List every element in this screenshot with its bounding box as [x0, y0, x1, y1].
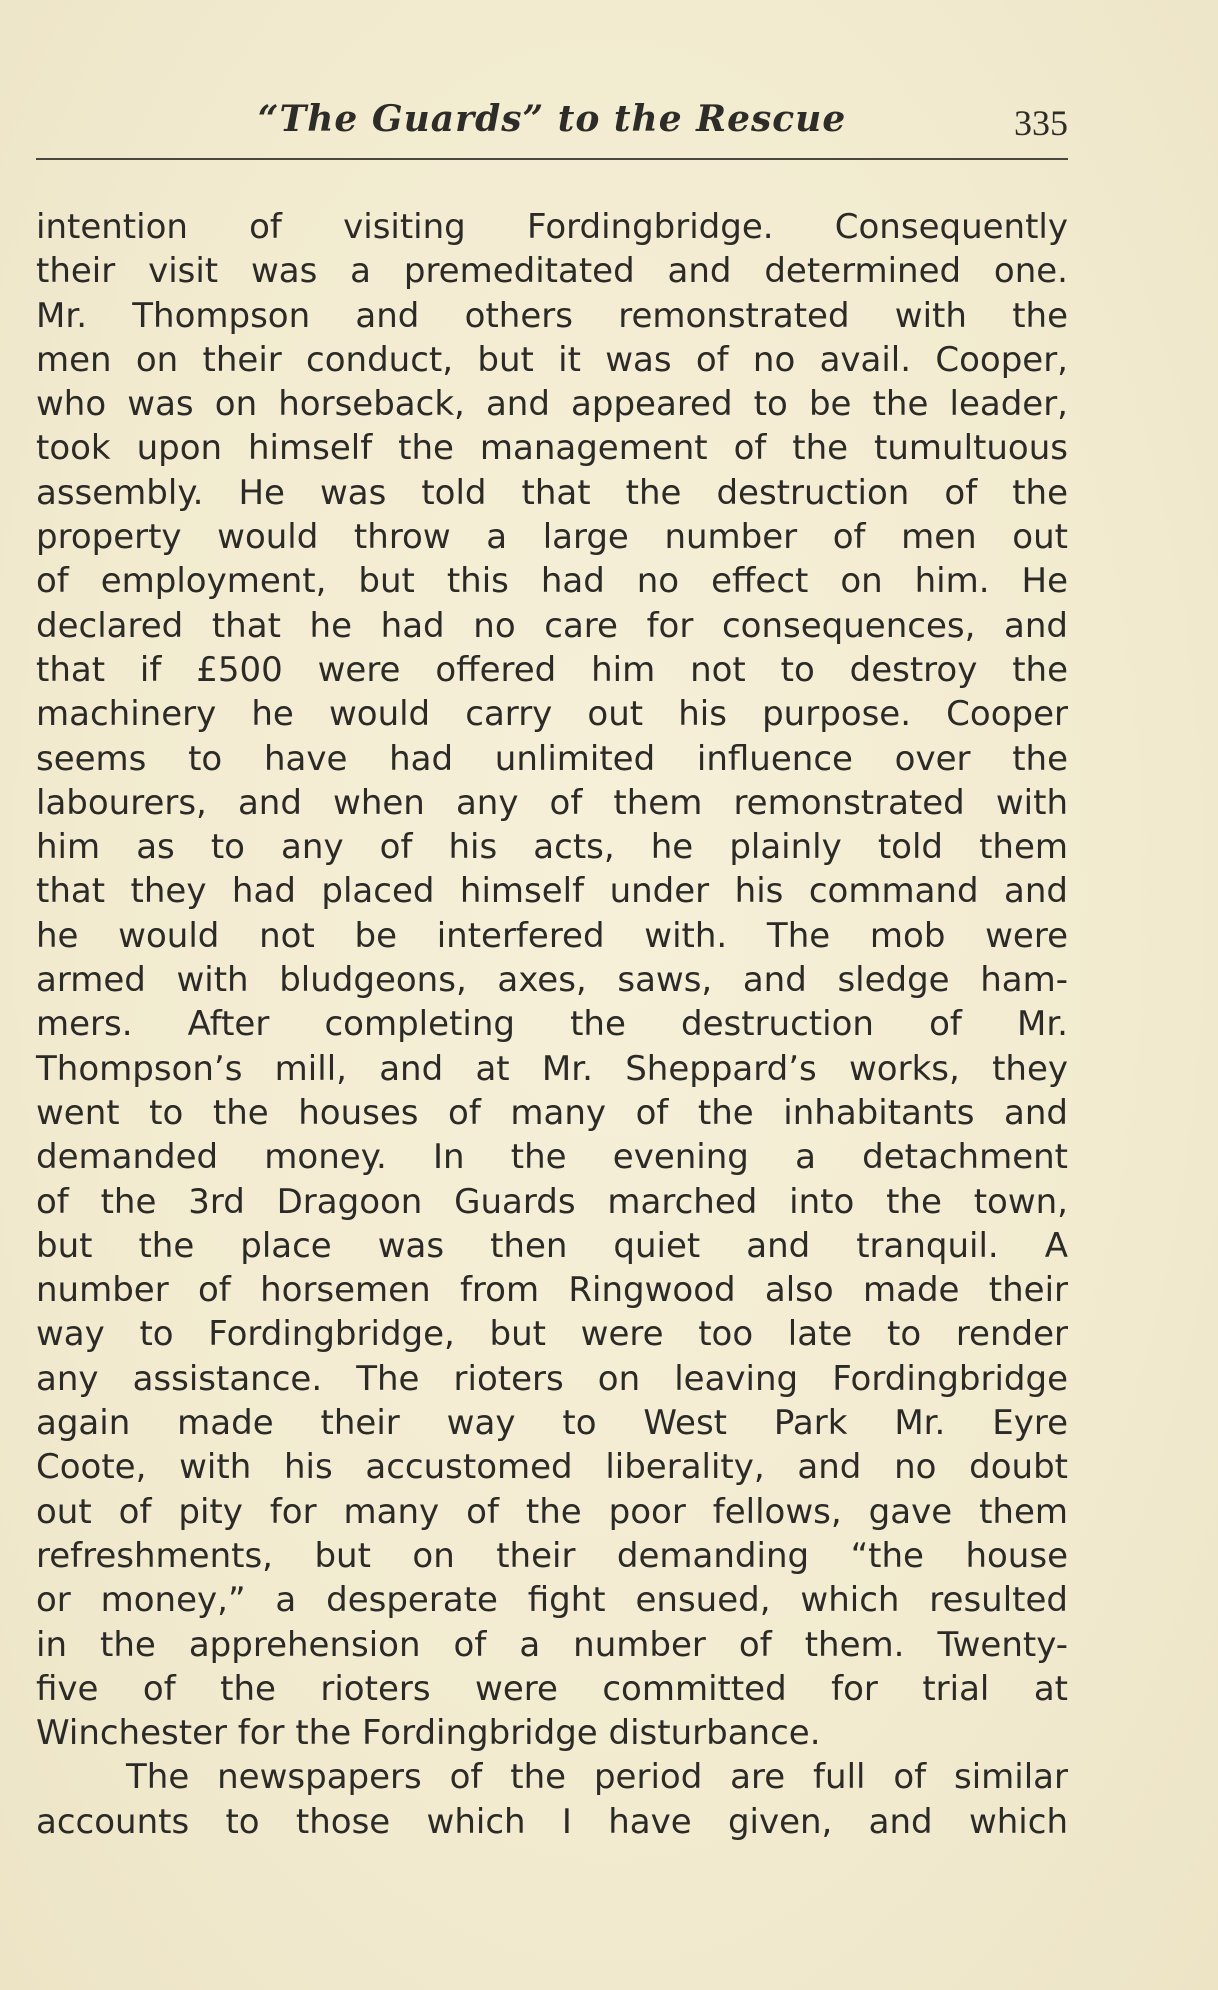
text-line: way to Fordingbridge, but were too late to render: [36, 1314, 1068, 1355]
text-line: went to the houses of many of the inhabitants and: [36, 1092, 1068, 1133]
text-line: that if £500 were offered him not to destroy the: [36, 649, 1068, 690]
text-line: of employment, but this had no effect on him. He: [36, 561, 1068, 602]
text-line: Thompson’s mill, and at Mr. Sheppard’s works, they: [36, 1048, 1068, 1089]
text-line: machinery he would carry out his purpose. Cooper: [36, 694, 1068, 735]
paragraph-start-line: The newspapers of the period are full of similar: [126, 1757, 1068, 1798]
text-line: in the apprehension of a number of them. Twenty-: [36, 1624, 1068, 1665]
text-line: but the place was then quiet and tranquil. A: [36, 1225, 1068, 1266]
page-number: 335: [1014, 103, 1068, 143]
text-line: any assistance. The rioters on leaving Fordingbridge: [36, 1358, 1068, 1399]
text-line: armed with bludgeons, axes, saws, and sledge ham-: [36, 960, 1068, 1001]
text-line: of the 3rd Dragoon Guards marched into the town,: [36, 1181, 1068, 1222]
text-line: number of horsemen from Ringwood also made their: [36, 1270, 1068, 1311]
text-line: assembly. He was told that the destruction of the: [36, 472, 1068, 513]
text-line: mers. After completing the destruction of Mr.: [36, 1004, 1068, 1045]
text-line: seems to have had unlimited influence over the: [36, 738, 1068, 779]
text-line: intention of visiting Fordingbridge. Consequently: [36, 207, 1068, 247]
text-line: refreshments, but on their demanding “the house: [36, 1535, 1068, 1576]
text-line: Mr. Thompson and others remonstrated with the: [36, 295, 1068, 336]
running-title: “The Guards” to the Rescue: [257, 98, 847, 140]
text-line: five of the rioters were committed for trial at: [36, 1668, 1068, 1709]
body-text: [36, 205, 1068, 1844]
text-line: demanded money. In the evening a detachment: [36, 1137, 1068, 1178]
text-line: him as to any of his acts, he plainly told them: [36, 827, 1068, 868]
text-line: labourers, and when any of them remonstrated with: [36, 782, 1068, 823]
text-line: their visit was a premeditated and determined one.: [36, 251, 1068, 292]
text-line: property would throw a large number of men out: [36, 517, 1068, 558]
text-line: declared that he had no care for consequences, and: [36, 605, 1068, 646]
text-line: took upon himself the management of the tumultuous: [36, 428, 1068, 469]
text-line: who was on horseback, and appeared to be the leader,: [36, 384, 1068, 425]
text-line: accounts to those which I have given, and which: [36, 1801, 1068, 1842]
paragraph-end-line: Winchester for the Fordingbridge disturbance.: [36, 1713, 821, 1754]
text-line: men on their conduct, but it was of no avail. Cooper,: [36, 339, 1068, 380]
text-line: that they had placed himself under his command and: [36, 871, 1068, 912]
header-rule: [36, 158, 1068, 160]
text-line: out of pity for many of the poor fellows, gave them: [36, 1491, 1068, 1532]
text-line: he would not be interfered with. The mob were: [36, 915, 1068, 956]
running-header: [36, 92, 1068, 152]
text-line: Coote, with his accustomed liberality, and no doubt: [36, 1447, 1068, 1488]
text-line: or money,” a desperate fight ensued, which resulted: [36, 1580, 1068, 1621]
text-line: again made their way to West Park Mr. Eyre: [36, 1403, 1068, 1444]
